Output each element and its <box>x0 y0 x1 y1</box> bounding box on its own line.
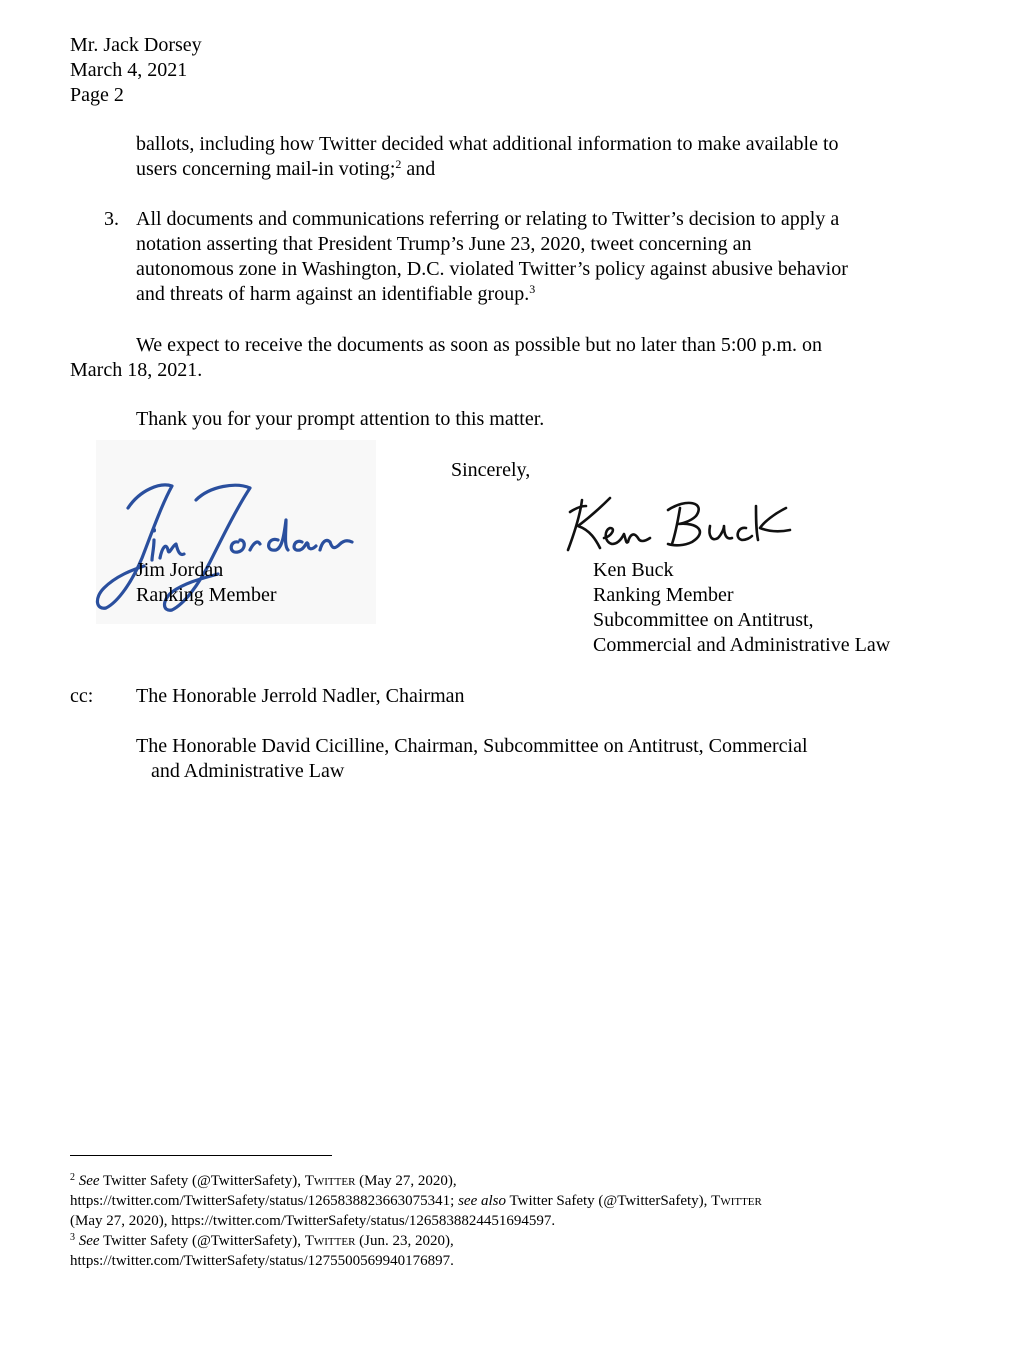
footnote-2-line2 <box>70 1192 762 1211</box>
recipient-name: Mr. Jack Dorsey <box>70 34 202 56</box>
cc-label: cc: <box>70 685 94 707</box>
footnote-ref-3[interactable]: 3 <box>529 282 536 296</box>
footnote-2-see: See <box>78 1173 100 1189</box>
signer2-committee-line2: Commercial and Administrative Law <box>593 634 891 656</box>
footnote-2-twitter1: Twitter <box>304 1173 356 1189</box>
page-number: Page 2 <box>70 84 124 106</box>
footnote-ref-2[interactable]: 2 <box>395 157 402 171</box>
footnote-2-line2b: Twitter Safety (@TwitterSafety), <box>506 1193 712 1209</box>
footnote-2-part1: Twitter Safety (@TwitterSafety), <box>99 1173 305 1189</box>
footnote-3-link[interactable]: https://twitter.com/TwitterSafety/status/1275500569940176897. <box>70 1253 454 1269</box>
signer1-title: Ranking Member <box>136 584 277 606</box>
footnote-2-line3[interactable]: (May 27, 2020), https://twitter.com/TwitterSafety/status/1265838824451694597. <box>70 1213 556 1229</box>
item2-line2-text: users concerning mail-in voting; <box>136 158 396 180</box>
cc-entry-1: The Honorable Jerrold Nadler, Chairman <box>136 685 465 707</box>
footnote-2-marker: 2 <box>70 1172 75 1183</box>
cc-entry-2-line2: and Administrative Law <box>151 760 345 782</box>
footnote-3-line1 <box>70 1232 454 1251</box>
signer2-committee-line1: Subcommittee on Antitrust, <box>593 609 814 631</box>
signer1-name: Jim Jordan <box>136 559 224 581</box>
footnote-3-part2: (Jun. 23, 2020), <box>355 1233 454 1249</box>
signer2-name: Ken Buck <box>593 559 674 581</box>
footnote-3-marker: 3 <box>70 1232 75 1243</box>
footnote-2-twitter2: Twitter <box>711 1193 762 1209</box>
letter-date: March 4, 2021 <box>70 59 188 81</box>
cc-entry-2-line1: The Honorable David Cicilline, Chairman, Subcommittee on Antitrust, Commercial <box>136 735 808 757</box>
thanks-line: Thank you for your prompt attention to this matter. <box>136 408 545 430</box>
footnote-2-line1 <box>70 1172 457 1191</box>
item3-line3: autonomous zone in Washington, D.C. violated Twitter’s policy against abusive behavior <box>136 258 848 280</box>
footnote-2-see-also: see also <box>458 1193 507 1209</box>
item3-line2: notation asserting that President Trump’s June 23, 2020, tweet concerning an <box>136 233 752 255</box>
footnote-3-twitter: Twitter <box>304 1233 356 1249</box>
expect-line2: March 18, 2021. <box>70 359 203 381</box>
expect-line1: We expect to receive the documents as soon as possible but no later than 5:00 p.m. on <box>136 334 822 356</box>
footnote-3-see: See <box>78 1233 100 1249</box>
footnote-3-part1: Twitter Safety (@TwitterSafety), <box>99 1233 305 1249</box>
item2-line2-tail: and <box>401 158 436 180</box>
item2-line1: ballots, including how Twitter decided what additional information to make available to <box>136 133 839 155</box>
item3-line4 <box>136 282 535 307</box>
item2-line2 <box>136 157 435 182</box>
buck-signature <box>560 488 800 558</box>
signer2-title: Ranking Member <box>593 584 734 606</box>
footnote-separator <box>70 1155 332 1156</box>
footnote-2-part2: (May 27, 2020), <box>355 1173 457 1189</box>
sincerely-closing: Sincerely, <box>451 459 531 481</box>
item3-line4-text: and threats of harm against an identifiable group. <box>136 283 530 305</box>
item3-number: 3. <box>104 208 119 230</box>
footnote-2-link1[interactable]: https://twitter.com/TwitterSafety/status/1265838823663075341; <box>70 1193 459 1209</box>
item3-line1: All documents and communications referring or relating to Twitter’s decision to apply a <box>136 208 840 230</box>
